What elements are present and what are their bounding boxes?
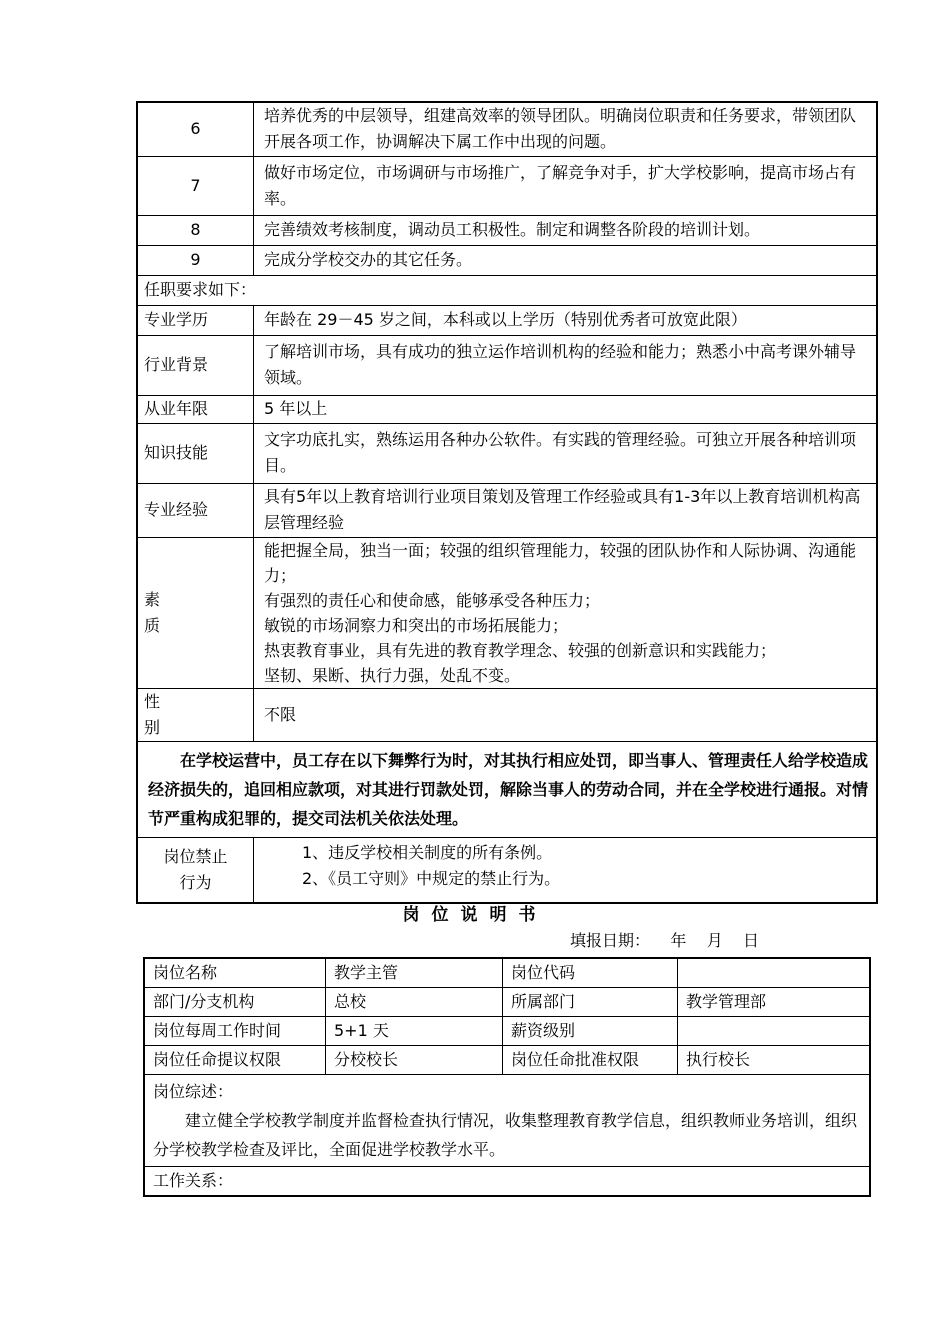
duty-text: 完善绩效考核制度，调动员工积极性。制定和调整各阶段的培训计划。: [254, 215, 878, 245]
job-description-table: [143, 957, 871, 1197]
field-value: 执行校长: [678, 1046, 871, 1075]
prohibited-label-line: 岗位禁止: [163, 846, 228, 866]
requirement-label: 专业经验: [137, 483, 254, 537]
table-row: [137, 537, 877, 688]
table-row: [144, 1167, 870, 1197]
fill-date: 填报日期： 年 月 日: [570, 931, 760, 950]
duty-number: 8: [137, 215, 254, 245]
gender-label: [137, 688, 254, 741]
duty-text: 做好市场定位，市场调研与市场推广，了解竞争对手，扩大学校影响，提高市场占有率。: [254, 156, 878, 215]
field-label: 所属部门: [503, 988, 678, 1017]
table-row: [137, 741, 877, 837]
table-row: [137, 215, 877, 245]
requirement-label: 行业背景: [137, 335, 254, 395]
requirement-label: 从业年限: [137, 395, 254, 423]
field-label: 岗位任命提议权限: [144, 1046, 326, 1075]
field-label: 岗位名称: [144, 958, 326, 988]
table-row: [137, 395, 877, 423]
fraud-notice: 在学校运营中，员工存在以下舞弊行为时，对其执行相应处罚，即当事人、管理责任人给学校造成经济损失的，追回相应款项，对其进行罚款处罚，解除当事人的劳动合同，并在全学校进行通报。对情节严重构成犯罪的，提交司法机关依法处理。: [137, 741, 877, 837]
table-row: [137, 305, 877, 335]
quality-label: [137, 537, 254, 688]
quality-line: 坚韧、果断、执行力强，处乱不变。: [264, 665, 521, 685]
requirement-text: 5 年以上: [254, 395, 878, 423]
field-value: 总校: [326, 988, 503, 1017]
quality-label-text: 素质: [144, 589, 201, 635]
table-row: [137, 335, 877, 395]
table-row: [137, 688, 877, 741]
requirement-text: 文字功底扎实，熟练运用各种办公软件。有实践的管理经验。可独立开展各种培训项目。: [254, 423, 878, 483]
quality-line: 有强烈的责任心和使命感，能够承受各种压力；: [264, 590, 601, 610]
summary-text: 建立健全学校教学制度并监督检查执行情况，收集整理教育教学信息，组织教师业务培训，组织分学校教学检查及评比，全面促进学校教学水平。: [153, 1111, 858, 1159]
requirement-text: 年龄在 29－45 岁之间，本科或以上学历（特别优秀者可放宽此限）: [254, 305, 878, 335]
summary-title: 岗位综述：: [153, 1082, 234, 1101]
table-row: [137, 837, 877, 903]
field-value: 分校校长: [326, 1046, 503, 1075]
table-row: [144, 1046, 870, 1075]
quality-line: 敏锐的市场洞察力和突出的市场拓展能力；: [264, 615, 569, 635]
prohibited-label-line: 行为: [179, 872, 212, 892]
table-row: [144, 988, 870, 1017]
table-row: [137, 102, 877, 156]
duty-number: 6: [137, 102, 254, 156]
table-row: [144, 1075, 870, 1167]
work-relations-title: 工作关系：: [144, 1167, 870, 1197]
job-summary: [144, 1075, 870, 1167]
prohibited-items: [254, 837, 878, 903]
field-label: 岗位每周工作时间: [144, 1017, 326, 1046]
document-heading: 岗位说明书: [402, 905, 548, 925]
job-requirements-table: [136, 101, 878, 904]
field-value: 5+1 天: [326, 1017, 503, 1046]
field-label: 薪资级别: [503, 1017, 678, 1046]
requirements-title: 任职要求如下：: [137, 275, 877, 305]
field-label: 部门/分支机构: [144, 988, 326, 1017]
table-row: [144, 1017, 870, 1046]
gender-value: 不限: [254, 688, 878, 741]
field-label: 岗位代码: [503, 958, 678, 988]
duty-text: 完成分学校交办的其它任务。: [254, 245, 878, 275]
field-label: 岗位任命批准权限: [503, 1046, 678, 1075]
requirement-text: 具有5年以上教育培训行业项目策划及管理工作经验或具有1-3年以上教育培训机构高层管理经验: [254, 483, 878, 537]
table-row: [137, 245, 877, 275]
table-row: [137, 483, 877, 537]
quality-line: 能把握全局，独当一面；较强的组织管理能力，较强的团队协作和人际协调、沟通能力；: [264, 540, 857, 585]
duty-number: 9: [137, 245, 254, 275]
table-row: [137, 156, 877, 215]
requirement-label: 专业学历: [137, 305, 254, 335]
table-row: [137, 423, 877, 483]
prohibited-label: [137, 837, 254, 903]
quality-line: 热衷教育事业，具有先进的教育教学理念、较强的创新意识和实践能力；: [264, 640, 777, 660]
prohibited-item: 2、《员工守则》中规定的禁止行为。: [302, 868, 561, 888]
duty-number: 7: [137, 156, 254, 215]
gender-label-text: 性别: [144, 691, 201, 737]
requirement-text: 了解培训市场，具有成功的独立运作培训机构的经验和能力；熟悉小中高考课外辅导领域。: [254, 335, 878, 395]
duty-text: 培养优秀的中层领导，组建高效率的领导团队。明确岗位职责和任务要求，带领团队开展各项工作，协调解决下属工作中出现的问题。: [254, 102, 878, 156]
field-value: [678, 958, 871, 988]
table-row: [137, 275, 877, 305]
table-row: [144, 958, 870, 988]
field-value: 教学管理部: [678, 988, 871, 1017]
prohibited-item: 1、违反学校相关制度的所有条例。: [302, 842, 553, 862]
quality-text: [254, 537, 878, 688]
requirement-label: 知识技能: [137, 423, 254, 483]
field-value: 教学主管: [326, 958, 503, 988]
field-value: [678, 1017, 871, 1046]
